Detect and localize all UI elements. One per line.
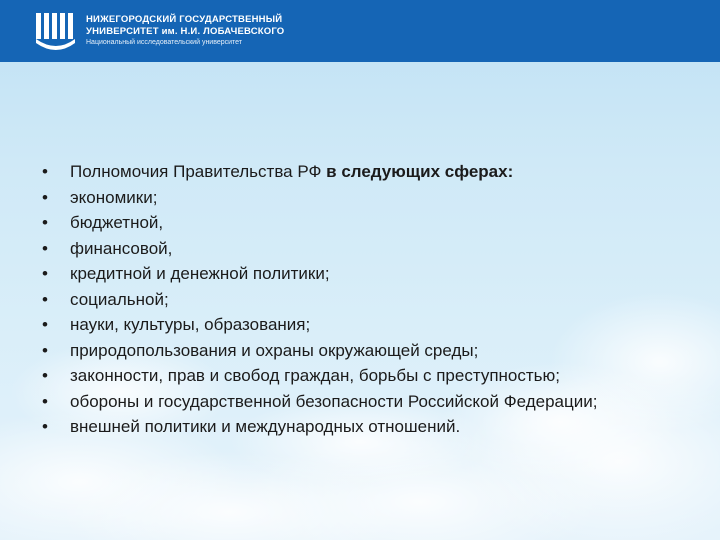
bullet: • xyxy=(42,391,48,411)
bullet: • xyxy=(42,264,48,283)
bullet: • xyxy=(42,315,48,334)
university-subtitle: Национальный исследовательский университет xyxy=(86,39,243,46)
bullet: • xyxy=(42,366,48,385)
list-item-text: бюджетной, xyxy=(70,213,164,232)
bullet: • xyxy=(42,238,48,258)
bullet: • xyxy=(42,289,48,309)
bullet: • xyxy=(42,187,48,207)
list-item xyxy=(40,415,680,439)
heading-normal: Полномочия Правительства РФ xyxy=(70,162,327,181)
university-logo-icon xyxy=(34,9,78,53)
list-item-heading xyxy=(40,160,680,184)
bullet: • xyxy=(42,162,48,181)
list-item xyxy=(40,339,680,363)
list-item-text: законности, прав и свобод граждан, борьбы с преступностью; xyxy=(70,366,560,385)
list-item xyxy=(40,237,680,261)
university-name xyxy=(86,14,284,48)
bullet: • xyxy=(42,340,48,360)
bullet: • xyxy=(42,417,48,436)
list-item xyxy=(40,211,680,235)
list-item-text: финансовой, xyxy=(70,238,173,258)
list-item xyxy=(40,262,680,286)
list-item-text: внешней политики и международных отношений. xyxy=(70,417,461,436)
slide-content xyxy=(40,160,680,439)
university-name-line1: НИЖЕГОРОДСКИЙ ГОСУДАРСТВЕННЫЙ xyxy=(86,14,283,25)
list-item xyxy=(40,364,680,388)
header-bar xyxy=(0,0,720,62)
heading-bold: в следующих сферах: xyxy=(326,162,514,181)
list-item-text: кредитной и денежной политики; xyxy=(70,264,330,283)
list-item xyxy=(40,186,680,210)
list-item-text: экономики; xyxy=(70,187,158,207)
list-item xyxy=(40,390,680,414)
list-item-text: обороны и государственной безопасности Российской Федерации; xyxy=(70,391,598,411)
bullet: • xyxy=(42,213,48,232)
university-name-line2: УНИВЕРСИТЕТ им. Н.И. ЛОБАЧЕВСКОГО xyxy=(86,26,285,37)
list-item-text: социальной; xyxy=(70,289,169,309)
list-item-text: науки, культуры, образования; xyxy=(70,315,311,334)
list-item-text: природопользования и охраны окружающей среды; xyxy=(70,340,479,360)
list-item xyxy=(40,288,680,312)
list-item xyxy=(40,313,680,337)
